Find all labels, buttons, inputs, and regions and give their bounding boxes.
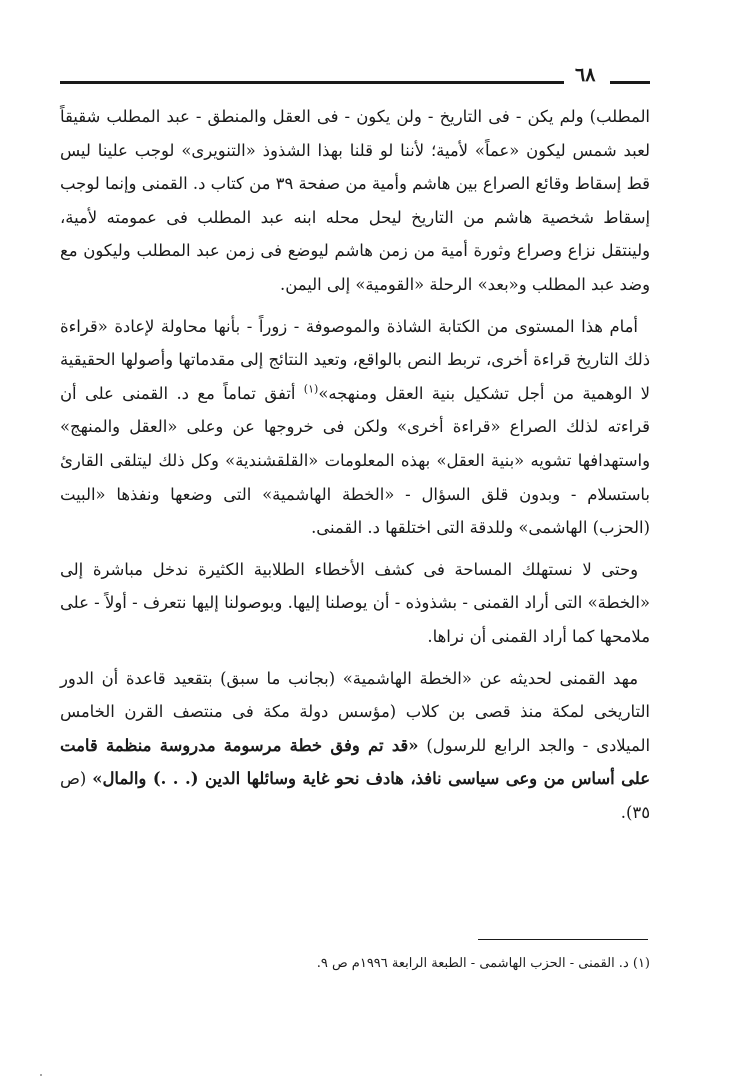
- page-number: ٦٨: [575, 64, 596, 86]
- paragraph-2: [60, 310, 650, 545]
- paragraph-2-text-a: أمام هذا المستوى من الكتابة الشاذة والموصوفة - زوراً - بأنها محاولة لإعادة «قراءة ذلك التاريخ قراءة أخرى، تربط النص بالواقع، وتعيد النتائج إلى مقدماتها وأصولها الحقيقية لا الوهمية من أجل تشكيل بنية العقل ومنهجه»: [60, 316, 650, 403]
- paragraph-4-citation: (ص ٣٥).: [60, 769, 650, 822]
- header-rule-short: [610, 81, 650, 84]
- paragraph-4: [60, 662, 650, 830]
- paragraph-4-quote: «قد تم وفق خطة مرسومة مدروسة منظمة قامت على أساس من وعى سياسى نافذ، هادف نحو غاية وسائلها الدين (. . .) والمال»: [60, 735, 650, 789]
- footnote-rule: [478, 939, 648, 940]
- page-body: [60, 100, 650, 837]
- paragraph-3: وحتى لا نستهلك المساحة فى كشف الأخطاء الطلابية الكثيرة ندخل مباشرة إلى «الخطة» التى أراد القمنى - بشذوذه - أن يوصلنا إليها. وبوصولنا إليها نتعرف - أولاً - على ملامحها كما أراد القمنى أن نراها.: [60, 559, 650, 646]
- margin-mark: [40, 1074, 42, 1076]
- paragraph-2-text-b: أتفق تماماً مع د. القمنى على أن قراءته لذلك الصراع «قراءة أخرى» ولكن فى خروجها عن وعلى «العقل والمنهج» واستهدافها تشويه «بنية العقل» بهذه المعلومات «القلقشندية» وكل ذلك ليتلقى القارئ باستسلام - وبدون قلق السؤال - «الخطة الهاشمية» التى وضعها ونفذها «البيت (الحزب) الهاشمى» وللدقة التى اختلقها د. القمنى.: [60, 383, 650, 538]
- footnote: (١) د. القمنى - الحزب الهاشمى - الطبعة الرابعة ١٩٩٦م ص ٩.: [316, 956, 650, 971]
- header-rule: [60, 81, 564, 84]
- paragraph-4-text: مهد القمنى لحديثه عن «الخطة الهاشمية» (بجانب ما سبق) بتقعيد قاعدة أن الدور التاريخى لمكة منذ قصى بن كلاب (مؤسس دولة مكة فى منتصف القرن الخامس الميلادى - والجد الرابع للرسول): [60, 668, 650, 755]
- footnote-reference: (١): [303, 382, 319, 396]
- paragraph-1: المطلب) ولم يكن - فى التاريخ - ولن يكون - فى العقل والمنطق - عبد المطلب شقيقاً لعبد شمس ليكون «عماً» لأمية؛ لأننا لو قلنا بهذا الشذوذ «التنويرى» لوجب علينا ليس قط إسقاط وقائع الصراع بين هاشم وأمية من صفحة ٣٩ من كتاب د. القمنى وإنما لوجب إسقاط شخصية هاشم من التاريخ ليحل محله ابنه عبد المطلب فى عمومته لأمية، ولينتقل نزاع وصراع وثورة أمية من زمن هاشم ليوضع فى زمن عبد المطلب وليكون مع وضد عبد المطلب و«بعد» الرحلة «القومية» إلى اليمن.: [60, 107, 651, 294]
